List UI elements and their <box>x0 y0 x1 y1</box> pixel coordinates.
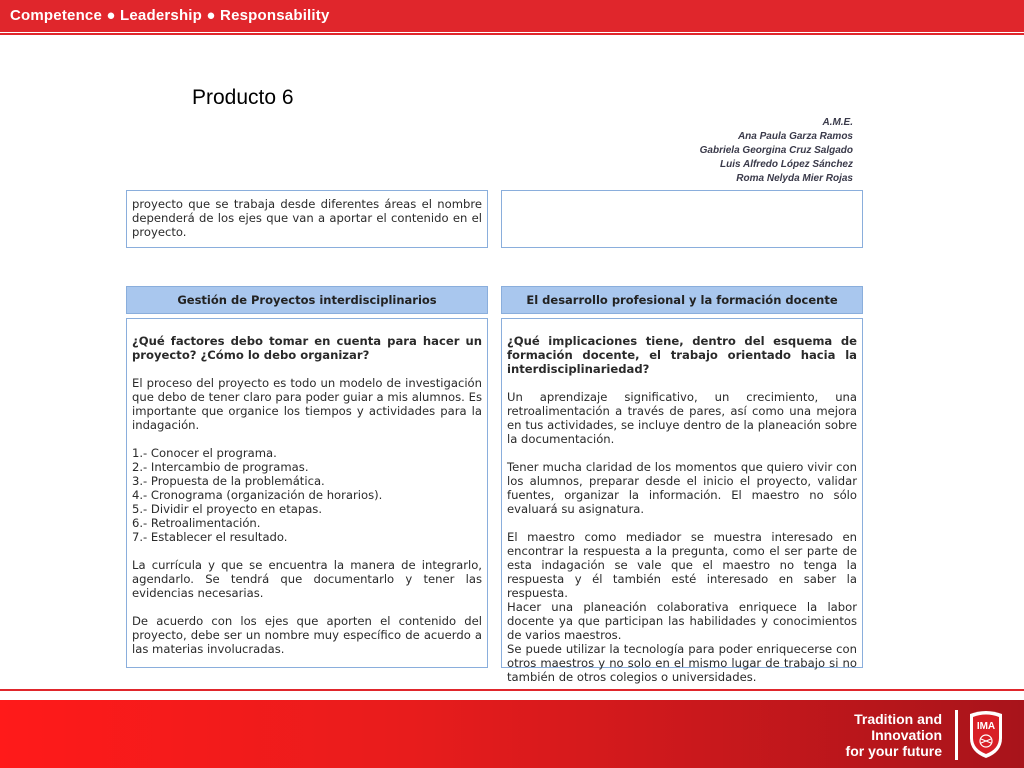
banner-title: Competence ● Leadership ● Responsability <box>10 7 330 24</box>
list-item: 1.- Conocer el programa. <box>132 446 277 460</box>
ima-logo <box>966 708 1006 760</box>
left-content-box <box>126 318 488 668</box>
left-paragraph-3: De acuerdo con los ejes que aporten el contenido del proyecto, debe ser un nombre muy específico de acuerdo a las materias involucradas. <box>132 614 482 656</box>
author-line: Ana Paula Garza Ramos <box>737 131 853 142</box>
left-paragraph-1: El proceso del proyecto es todo un modelo de investigación que debo de tener claro para poder guiar a mis alumnos. Es importante que organice los tiempos y actividades para la indagación. <box>132 376 482 432</box>
author-line: Roma Nelyda Mier Rojas <box>736 173 853 184</box>
right-paragraph-4: Hacer una planeación colaborativa enriquece la labor docente ya que participan las habilidades y conocimientos de varios maestros. <box>507 600 857 642</box>
steps-list <box>132 446 482 544</box>
right-question: ¿Qué implicaciones tiene, dentro del esquema de formación docente, el trabajo orientado hacia la interdisciplinariedad? <box>507 334 857 376</box>
list-item: 6.- Retroalimentación. <box>132 516 261 530</box>
left-question: ¿Qué factores debo tomar en cuenta para hacer un proyecto? ¿Cómo lo debo organizar? <box>132 334 482 362</box>
footer-tagline <box>846 711 942 759</box>
slide-title: Producto 6 <box>192 86 294 109</box>
list-item: 7.- Establecer el resultado. <box>132 530 288 544</box>
right-column-header: El desarrollo profesional y la formación docente <box>501 286 863 314</box>
list-item: 4.- Cronograma (organización de horarios). <box>132 488 383 502</box>
top-left-text: proyecto que se trabaja desde diferentes áreas el nombre dependerá de los ejes que van a aportar el contenido en el proyecto. <box>132 197 482 239</box>
right-paragraph-5: Se puede utilizar la tecnología para poder enriquecerse con otros maestros y no solo en el mismo lugar de trabajo si no también de otros colegios o universidades. <box>507 642 857 684</box>
list-item: 5.- Dividir el proyecto en etapas. <box>132 502 323 516</box>
right-paragraph-3: El maestro como mediador se muestra interesado en encontrar la respuesta a la pregunta, como el ser parte de esta indagación se vale que el maestro no tenga la respuesta y él también esté interesado en saber la respuesta. <box>507 530 857 600</box>
authors-block <box>700 116 853 186</box>
right-content-box <box>501 318 863 684</box>
tagline-line: Innovation <box>871 727 942 743</box>
top-banner <box>0 0 1024 32</box>
left-paragraph-2: La currícula y que se encuentra la manera de integrarlo, agendarlo. Se tendrá que documentarlo y tener las evidencias necesarias. <box>132 558 482 600</box>
top-divider <box>0 33 1024 35</box>
top-right-empty-box <box>501 190 863 248</box>
tagline-line: for your future <box>845 743 942 759</box>
list-item: 3.- Propuesta de la problemática. <box>132 474 325 488</box>
left-column-header: Gestión de Proyectos interdisciplinarios <box>126 286 488 314</box>
author-line: Gabriela Georgina Cruz Salgado <box>699 145 853 156</box>
author-line: A.M.E. <box>822 117 853 128</box>
bottom-divider <box>0 689 1024 691</box>
top-left-text-box <box>126 190 488 248</box>
list-item: 2.- Intercambio de programas. <box>132 460 309 474</box>
tagline-line: Tradition and <box>854 711 942 727</box>
right-paragraph-2: Tener mucha claridad de los momentos que quiero vivir con los alumnos, preparar desde el inicio el proyecto, validar fuentes, organizar la información. El maestro no sólo evaluará su asignatura. <box>507 460 857 516</box>
right-paragraph-1: Un aprendizaje significativo, un crecimiento, una retroalimentación a través de pares, así como una mejora en tus actividades, se incluye dentro de la planeación sobre la documentación. <box>507 390 857 446</box>
footer-vertical-divider <box>955 710 958 760</box>
logo-text: IMA <box>976 721 996 732</box>
author-line: Luis Alfredo López Sánchez <box>720 159 853 170</box>
